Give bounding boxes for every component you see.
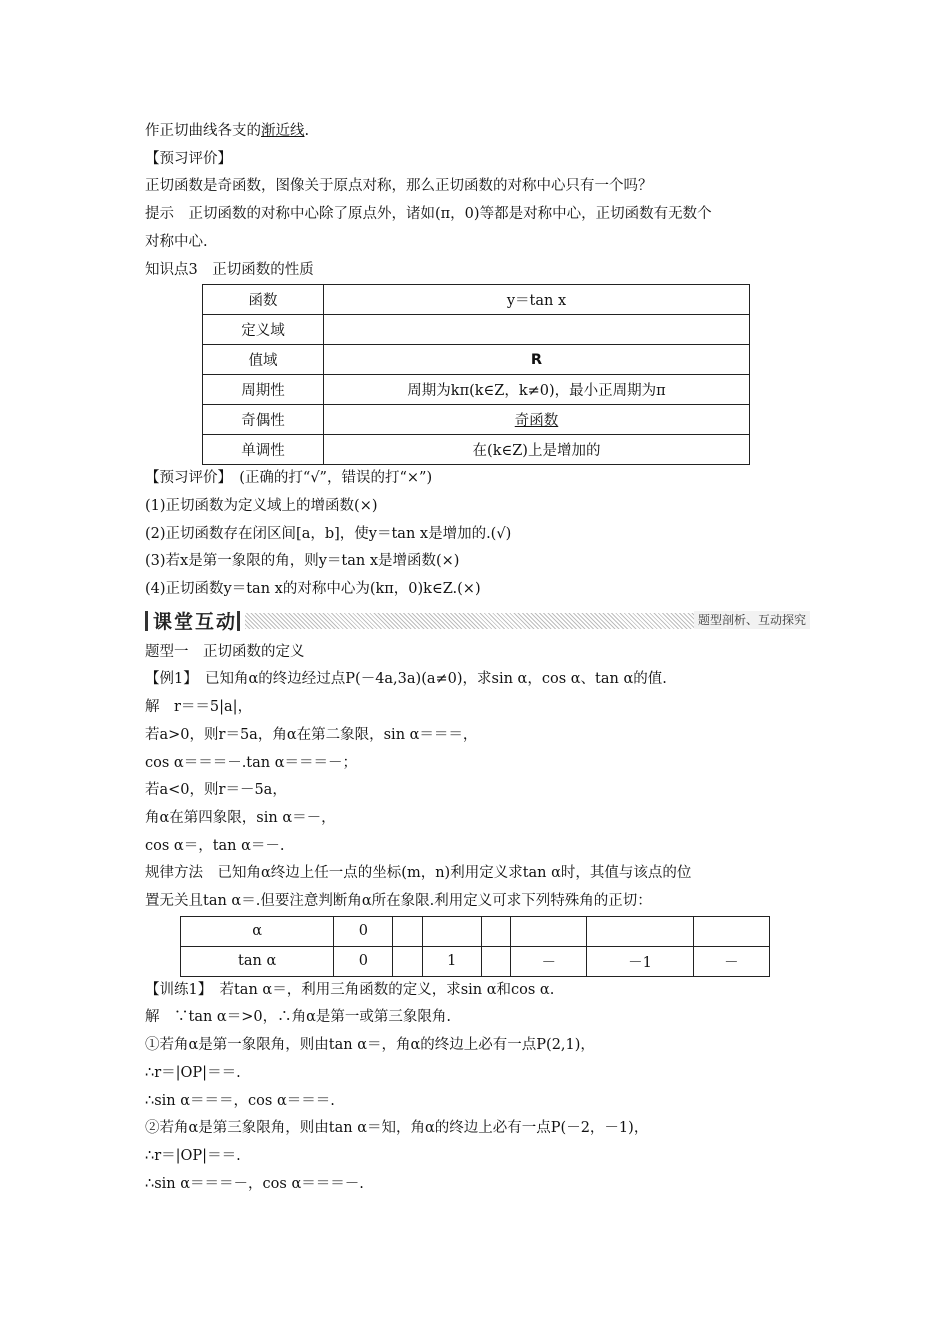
exercise-solution-line: ∴r＝|OP|＝＝. [145, 1064, 241, 1081]
preview-item: (1)正切函数为定义域上的增函数(×) [145, 497, 378, 514]
table-cell [481, 946, 510, 976]
table-row [203, 285, 750, 315]
table-row [203, 315, 750, 345]
table-cell-label: 单调性 [203, 435, 324, 465]
table-cell [393, 946, 422, 976]
table-cell: 0 [334, 946, 393, 976]
table-cell-label: 周期性 [203, 375, 324, 405]
table-cell [511, 916, 587, 946]
hint-line-2: 对称中心. [145, 233, 208, 250]
intro-period: . [304, 123, 310, 139]
table-row [203, 405, 750, 435]
preview-item: (2)正切函数存在闭区间[a，b]，使y＝tan x是增加的.(√) [145, 525, 512, 542]
table-row [181, 916, 770, 946]
solution-line: 若a<0，则r＝－5a， [145, 782, 287, 799]
table-cell-label: 定义域 [203, 315, 324, 345]
table-cell [393, 916, 422, 946]
example-heading: 【例1】 [145, 671, 191, 688]
table-row [181, 946, 770, 976]
special-angle-table [180, 916, 770, 977]
solution-line: cos α＝，tan α＝－. [145, 837, 285, 854]
banner-bar-left [145, 611, 148, 631]
table-cell-label: 值域 [203, 345, 324, 375]
exercise-solution-line: ①若角α是第一象限角，则由tan α＝，角α的终边上必有一点P(2,1)， [145, 1037, 595, 1054]
solution-line: 解 r＝＝5|a|， [145, 699, 253, 716]
table-row [203, 435, 750, 465]
exercise-heading: 【训练1】 [145, 981, 205, 998]
table-cell-value: 在(k∈Z)上是增加的 [324, 435, 750, 465]
table-cell: α [181, 916, 334, 946]
table-cell: 0 [334, 916, 393, 946]
table-cell: － [693, 946, 769, 976]
table-cell-value: y＝tan x [324, 285, 750, 315]
exercise-solution-line: ∴r＝|OP|＝＝. [145, 1147, 241, 1164]
banner-bar-right [237, 611, 240, 631]
solution-line: 角α在第四象限，sin α＝－， [145, 809, 336, 826]
method-line-1: 规律方法 已知角α终边上任一点的坐标(m，n)利用定义求tan α时，其值与该点的位 [145, 865, 692, 882]
section-banner [145, 607, 810, 633]
table-cell [693, 916, 769, 946]
type-title: 题型一 正切函数的定义 [145, 643, 305, 660]
solution-line: cos α＝＝＝－.tan α＝＝＝－； [145, 754, 358, 771]
table-cell-label: 奇偶性 [203, 405, 324, 435]
example-line [145, 666, 810, 694]
intro-line [145, 118, 810, 146]
asymptote-term: 渐近线 [261, 123, 305, 139]
table-cell [481, 916, 510, 946]
exercise-solution-line: 解 ∵tan α＝>0，∴角α是第一或第三象限角. [145, 1009, 451, 1026]
table-cell: － [511, 946, 587, 976]
hint-line-1: 提示 正切函数的对称中心除了原点外，诸如(π，0)等都是对称中心，正切函数有无数个 [145, 206, 712, 223]
preview-item: (3)若x是第一象限的角，则y＝tan x是增函数(×) [145, 553, 460, 570]
table-cell: －1 [587, 946, 693, 976]
banner-title: 课堂互动 [153, 610, 238, 633]
table-cell: 1 [422, 946, 481, 976]
preview-heading: 【预习评价】 [145, 150, 232, 167]
table-cell: tan α [181, 946, 334, 976]
table-cell-value [324, 405, 750, 435]
table-cell-label: 函数 [203, 285, 324, 315]
table-row [203, 345, 750, 375]
preview-question: 正切函数是奇函数，图像关于原点对称，那么正切函数的对称中心只有一个吗？ [145, 178, 653, 195]
table-cell [587, 916, 693, 946]
knowledge-point-title: 知识点3 正切函数的性质 [145, 261, 314, 278]
preview-item: (4)正切函数y＝tan x的对称中心为(kπ，0)k∈Z.(×) [145, 581, 481, 598]
table-cell-value: R [324, 345, 750, 375]
table-row [203, 375, 750, 405]
solution-line: 若a>0，则r＝5a，角α在第二象限，sin α＝＝＝， [145, 726, 478, 743]
banner-subtitle: 题型剖析、互动探究 [694, 611, 810, 629]
exercise-line [145, 977, 810, 1005]
exercise-text: 若tan α＝，利用三角函数的定义，求sin α和cos α. [204, 981, 555, 998]
table-cell-value: 周期为kπ(k∈Z，k≠0)，最小正周期为π [324, 375, 750, 405]
preview-2-heading: 【预习评价】 [145, 470, 225, 487]
exercise-solution-line: ∴sin α＝＝＝，cos α＝＝＝. [145, 1092, 335, 1109]
intro-text: 作正切曲线各支的 [145, 123, 261, 139]
exercise-solution-line: ②若角α是第三象限角，则由tan α＝知，角α的终边上必有一点P(－2，－1)， [145, 1120, 649, 1137]
odd-function-text: 奇函数 [514, 413, 559, 430]
preview-2-note: (正确的打“√”，错误的打“×”) [224, 470, 433, 487]
example-text: 已知角α的终边经过点P(－4a,3a)(a≠0)，求sin α，cos α、tan α的值. [190, 671, 667, 688]
preview-2-heading-line [145, 465, 810, 493]
table-cell-value [324, 315, 750, 345]
document-page [145, 118, 810, 1198]
exercise-solution-line: ∴sin α＝＝＝－，cos α＝＝＝－. [145, 1175, 364, 1192]
table-cell [422, 916, 481, 946]
tangent-properties-table [202, 284, 750, 465]
method-line-2: 置无关且tan α＝.但要注意判断角α所在象限.利用定义可求下列特殊角的正切： [145, 893, 652, 910]
